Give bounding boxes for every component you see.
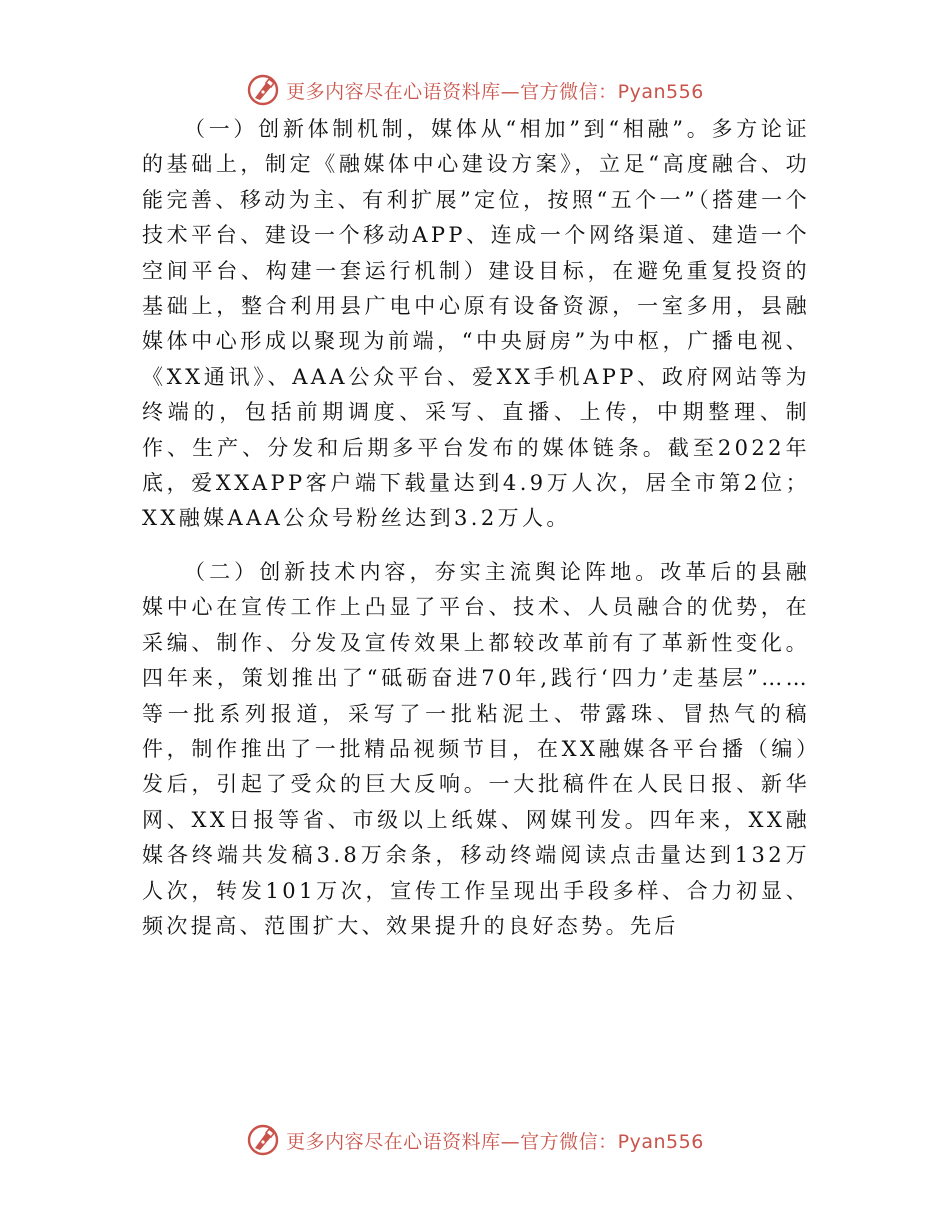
footer-watermark: [0, 1120, 950, 1160]
pen-nib-icon: [246, 73, 280, 107]
header-watermark: [0, 70, 950, 110]
paragraph-1: （一）创新体制机制，媒体从“相加”到“相融”。多方论证的基础上，制定《融媒体中心建设方案》，立足“高度融合、功能完善、移动为主、有利扩展”定位，按照“五个一”（搭建一个技术平台、建设一个移动APP、连成一个网络渠道、建造一个空间平台、构建一套运行机制）建设目标，在避免重复投资的基础上，整合利用县广电中心原有设备资源，一室多用，县融媒体中心形成以聚现为前端，“中央厨房”为中枢，广播电视、《XX通讯》、AAA公众平台、爱XX手机APP、政府网站等为终端的，包括前期调度、采写、直播、上传，中期整理、制作、生产、分发和后期多平台发布的媒体链条。截至2022年底，爱XXAPP客户端下载量达到4.9万人次，居全市第2位；XX融媒AAA公众号粉丝达到3.2万人。: [142, 117, 810, 531]
document-body: [142, 112, 810, 944]
paragraph-2: （二）创新技术内容，夯实主流舆论阵地。改革后的县融媒中心在宣传工作上凸显了平台、技术、人员融合的优势，在采编、制作、分发及宣传效果上都较改革前有了革新性变化。四年来，策划推出了“砥砺奋进70年,践行‘四力’走基层”……等一批系列报道，采写了一批粘泥土、带露珠、冒热气的稿件，制作推出了一批精品视频节目，在XX融媒各平台播（编）发后，引起了受众的巨大反响。一大批稿件在人民日报、新华网、XX日报等省、市级以上纸媒、网媒刊发。四年来，XX融媒各终端共发稿3.8万余条，移动终端阅读点击量达到132万人次，转发101万次，宣传工作呈现出手段多样、合力初显、频次提高、范围扩大、效果提升的良好态势。先后: [142, 559, 810, 938]
watermark-text: 更多内容尽在心语资料库—官方微信：Pyan556: [286, 80, 704, 103]
pen-nib-icon: [246, 1123, 280, 1157]
watermark-text: 更多内容尽在心语资料库—官方微信：Pyan556: [286, 1130, 704, 1153]
